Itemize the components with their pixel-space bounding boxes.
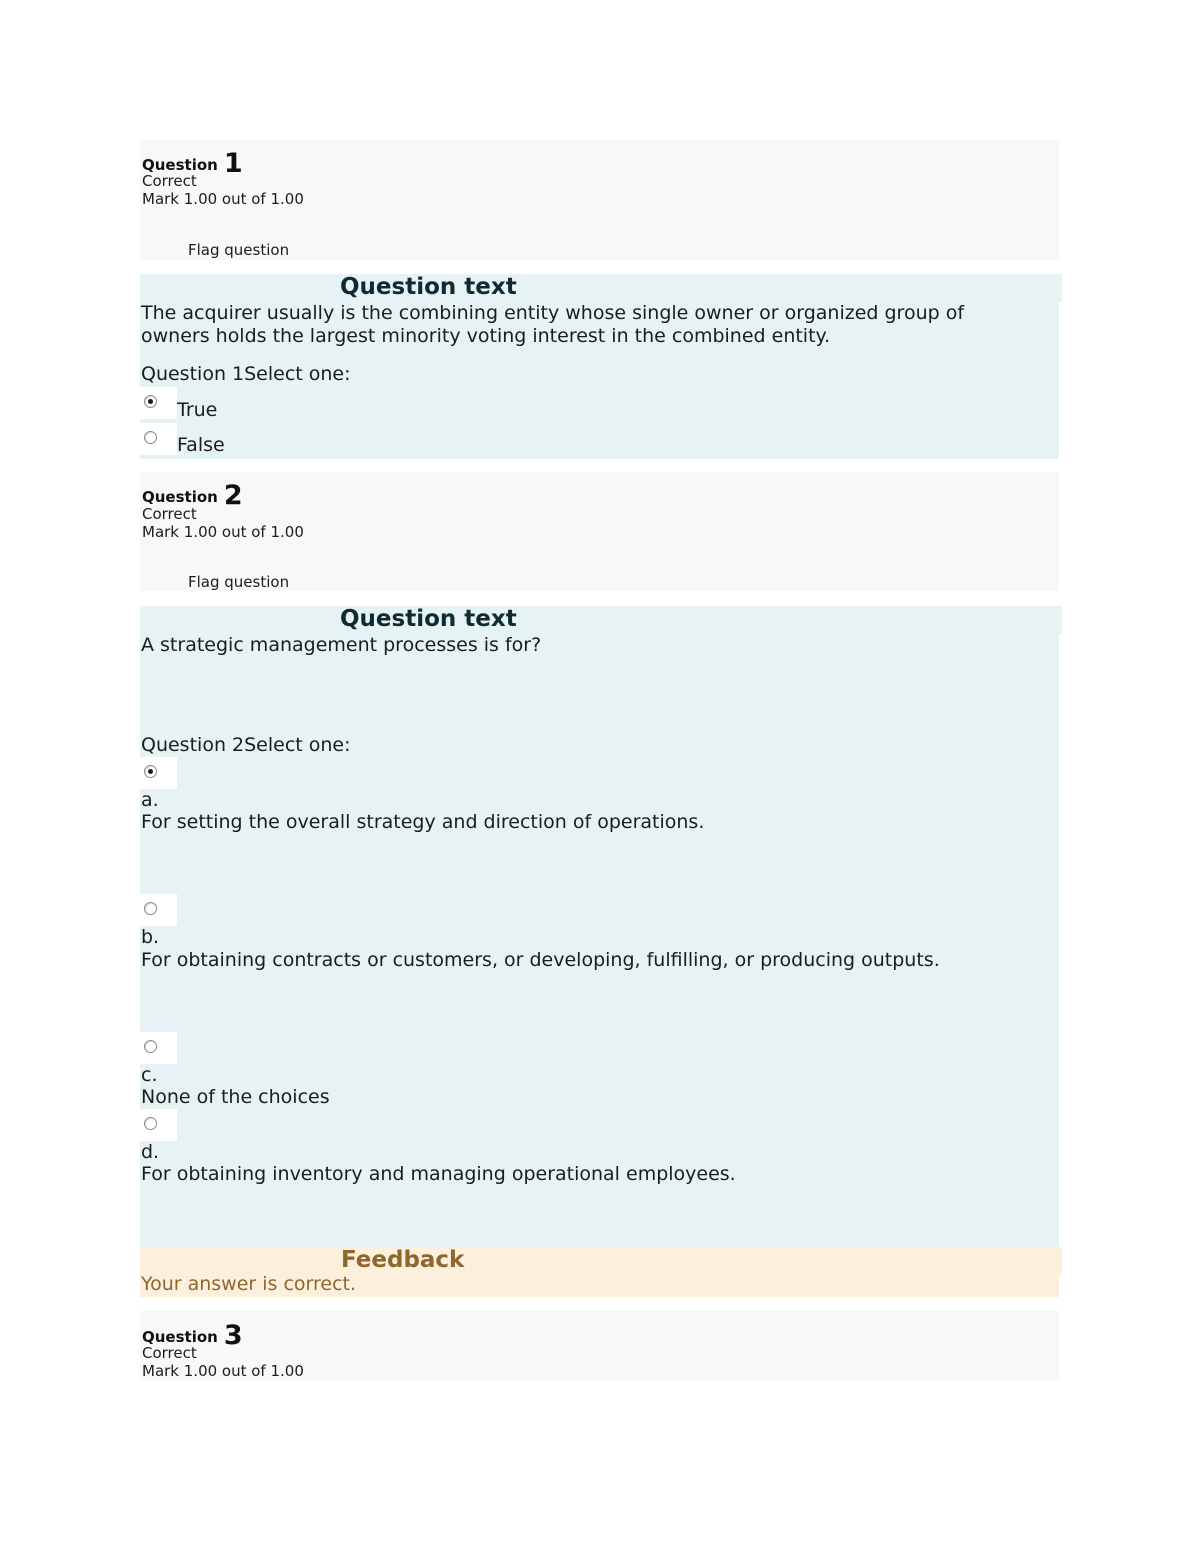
select-one-prompt: Question 2Select one: <box>141 734 351 756</box>
question-1-content <box>140 274 1059 459</box>
question-text-line: A strategic management processes is for? <box>141 634 542 656</box>
option-c-letter: c. <box>141 1064 158 1086</box>
question-label: Question <box>142 1328 218 1346</box>
question-number: 2 <box>223 480 243 511</box>
radio-true[interactable] <box>144 395 157 408</box>
question-text-title: Question text <box>340 606 517 632</box>
radio-cell-b <box>140 894 177 926</box>
question-status: Correct <box>142 172 197 190</box>
radio-option-d[interactable] <box>144 1117 157 1130</box>
radio-cell-c <box>140 1032 177 1064</box>
question-1-info <box>140 140 1059 260</box>
question-number: 1 <box>223 148 243 179</box>
option-d-text[interactable]: For obtaining inventory and managing operational employees. <box>141 1163 736 1185</box>
radio-cell-d <box>140 1109 177 1141</box>
option-true-label[interactable]: True <box>177 399 218 421</box>
question-status: Correct <box>142 1344 197 1362</box>
option-false-label[interactable]: False <box>177 434 225 456</box>
radio-false[interactable] <box>144 431 157 444</box>
option-d-letter: d. <box>141 1141 160 1163</box>
question-mark: Mark 1.00 out of 1.00 <box>142 190 304 208</box>
question-2-info <box>140 472 1059 591</box>
radio-cell-true <box>140 387 177 419</box>
flag-question-link[interactable]: Flag question <box>188 241 290 259</box>
radio-cell-a <box>140 757 177 789</box>
question-3-info <box>140 1311 1059 1381</box>
question-number: 3 <box>223 1320 243 1351</box>
flag-question-link[interactable]: Flag question <box>188 573 290 591</box>
question-status: Correct <box>142 505 197 523</box>
question-2-content <box>140 606 1059 1247</box>
question-text-title: Question text <box>340 274 517 300</box>
question-text-line: The acquirer usually is the combining entity whose single owner or organized group of <box>141 302 965 324</box>
option-c-text[interactable]: None of the choices <box>141 1086 330 1108</box>
feedback-text: Your answer is correct. <box>141 1273 357 1295</box>
question-mark: Mark 1.00 out of 1.00 <box>142 1362 304 1380</box>
feedback-title: Feedback <box>341 1247 465 1273</box>
select-one-prompt: Question 1Select one: <box>141 363 351 385</box>
option-b-letter: b. <box>141 926 160 948</box>
radio-option-c[interactable] <box>144 1040 157 1053</box>
radio-cell-false <box>140 423 177 455</box>
question-text-line: owners holds the largest minority voting interest in the combined entity. <box>141 325 831 347</box>
question-mark: Mark 1.00 out of 1.00 <box>142 523 304 541</box>
radio-option-a[interactable] <box>144 765 157 778</box>
radio-option-b[interactable] <box>144 902 157 915</box>
option-a-letter: a. <box>141 789 159 811</box>
option-a-text[interactable]: For setting the overall strategy and direction of operations. <box>141 811 705 833</box>
question-label: Question <box>142 156 218 174</box>
option-b-text[interactable]: For obtaining contracts or customers, or developing, fulfilling, or producing outputs. <box>141 949 940 971</box>
question-label: Question <box>142 488 218 506</box>
feedback-panel <box>140 1247 1059 1297</box>
